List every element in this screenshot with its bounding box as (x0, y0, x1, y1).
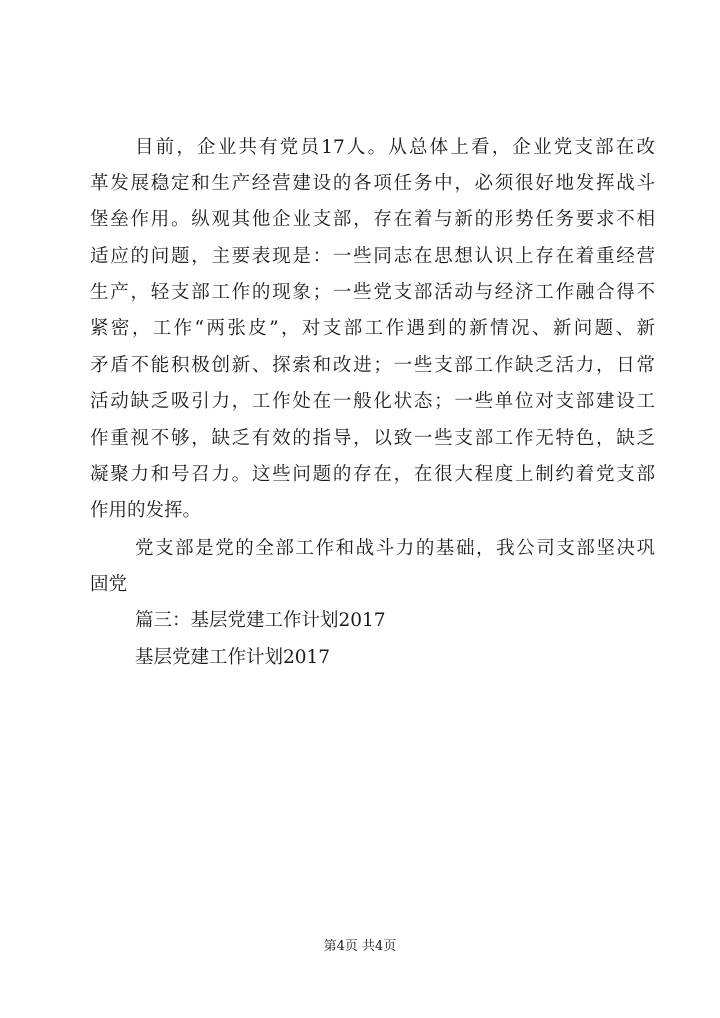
paragraph1-line-9: 作重视不够，缺乏有效的指导，以致一些支部工作无特色，缺乏 (90, 428, 655, 449)
paragraph1-line-10: 凝聚力和号召力。这些问题的存在，在很大程度上制约着党支部 (90, 464, 655, 485)
section-title: 基层党建工作计划2017 (135, 647, 331, 668)
paragraph2-line-2: 固党 (90, 574, 128, 595)
paragraph2-line-1: 党支部是党的全部工作和战斗力的基础，我公司支部坚决巩 (135, 538, 655, 559)
paragraph1-line-5: 生产，轻支部工作的现象；一些党支部活动与经济工作融合得不 (90, 282, 655, 303)
paragraph1-line-1: 目前，企业共有党员17人。从总体上看，企业党支部在改 (135, 137, 655, 158)
paragraph1-line-2: 革发展稳定和生产经营建设的各项任务中，必须很好地发挥战斗 (90, 173, 655, 194)
paragraph1-line-4: 适应的问题，主要表现是：一些同志在思想认识上存在着重经营 (90, 246, 655, 267)
paragraph1-line-7: 矛盾不能积极创新、探索和改进；一些支部工作缺乏活力，日常 (90, 355, 655, 376)
paragraph1-line-6: 紧密，工作“两张皮”，对支部工作遇到的新情况、新问题、新 (90, 318, 655, 339)
page-number-footer: 第4页 共4页 (323, 939, 397, 954)
section-heading: 篇三：基层党建工作计划2017 (135, 610, 386, 631)
paragraph1-line-8: 活动缺乏吸引力，工作处在一般化状态；一些单位对支部建设工 (90, 391, 655, 412)
paragraph1-line-3: 堡垒作用。纵观其他企业支部，存在着与新的形势任务要求不相 (90, 209, 655, 230)
paragraph1-line-11: 作用的发挥。 (90, 500, 202, 521)
